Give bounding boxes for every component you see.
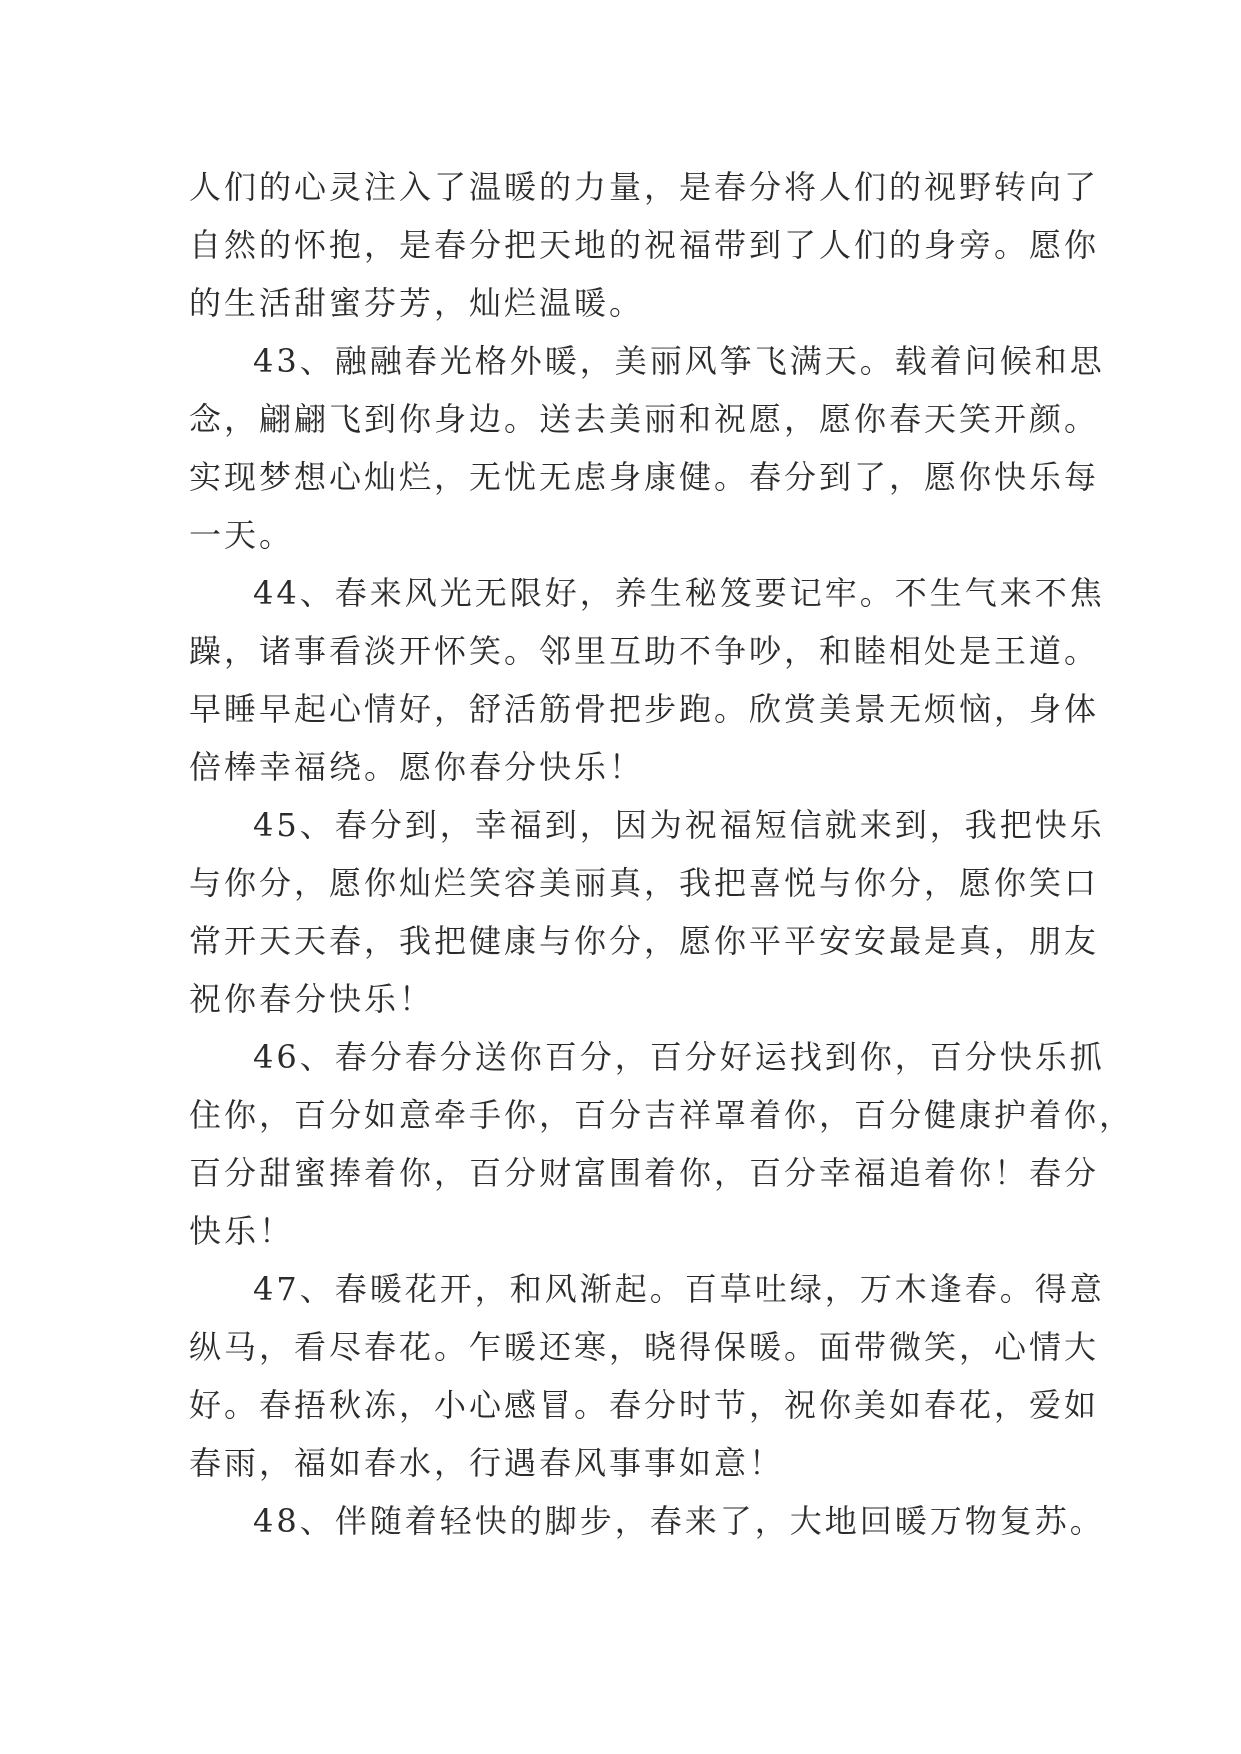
- paragraph-46-first-line: 46、春分春分送你百分，百分好运找到你，百分快乐抓: [253, 1038, 1105, 1076]
- text-line: 常开天天春，我把健康与你分，愿你平平安安最是真，朋友: [189, 922, 1100, 960]
- text-line: 躁，诸事看淡开怀笑。邻里互助不争吵，和睦相处是王道。: [189, 632, 1100, 670]
- text-line: 快乐！: [189, 1212, 295, 1250]
- text-line: 住你，百分如意牵手你，百分吉祥罩着你，百分健康护着你，: [189, 1096, 1135, 1134]
- text-line: 百分甜蜜捧着你，百分财富围着你，百分幸福追着你！春分: [189, 1154, 1100, 1192]
- text-line: 早睡早起心情好，舒活筋骨把步跑。欣赏美景无烦恼，身体: [189, 690, 1100, 728]
- text-line: 倍棒幸福绕。愿你春分快乐！: [189, 748, 645, 786]
- text-line: 自然的怀抱，是春分把天地的祝福带到了人们的身旁。愿你: [189, 226, 1100, 264]
- text-line: 人们的心灵注入了温暖的力量，是春分将人们的视野转向了: [189, 168, 1100, 206]
- text-line: 纵马，看尽春花。乍暖还寒，晓得保暖。面带微笑，心情大: [189, 1328, 1100, 1366]
- paragraph-47-first-line: 47、春暖花开，和风渐起。百草吐绿，万木逢春。得意: [253, 1270, 1105, 1308]
- paragraph-48-first-line: 48、伴随着轻快的脚步，春来了，大地回暖万物复苏。: [253, 1502, 1105, 1540]
- text-line: 与你分，愿你灿烂笑容美丽真，我把喜悦与你分，愿你笑口: [189, 864, 1100, 902]
- text-line: 念，翩翩飞到你身边。送去美丽和祝愿，愿你春天笑开颜。: [189, 400, 1100, 438]
- text-line: 实现梦想心灿烂，无忧无虑身康健。春分到了，愿你快乐每: [189, 458, 1100, 496]
- text-line: 春雨，福如春水，行遇春风事事如意！: [189, 1444, 785, 1482]
- text-line: 的生活甜蜜芬芳，灿烂温暖。: [189, 284, 645, 322]
- text-line: 祝你春分快乐！: [189, 980, 435, 1018]
- paragraph-44-first-line: 44、春来风光无限好，养生秘笈要记牢。不生气来不焦: [253, 574, 1105, 612]
- text-line: 好。春捂秋冻，小心感冒。春分时节，祝你美如春花，爱如: [189, 1386, 1100, 1424]
- text-line: 一天。: [189, 516, 295, 554]
- document-body: [189, 158, 1135, 1550]
- paragraph-43-first-line: 43、融融春光格外暖，美丽风筝飞满天。载着问候和思: [253, 342, 1105, 380]
- paragraph-45-first-line: 45、春分到，幸福到，因为祝福短信就来到，我把快乐: [253, 806, 1105, 844]
